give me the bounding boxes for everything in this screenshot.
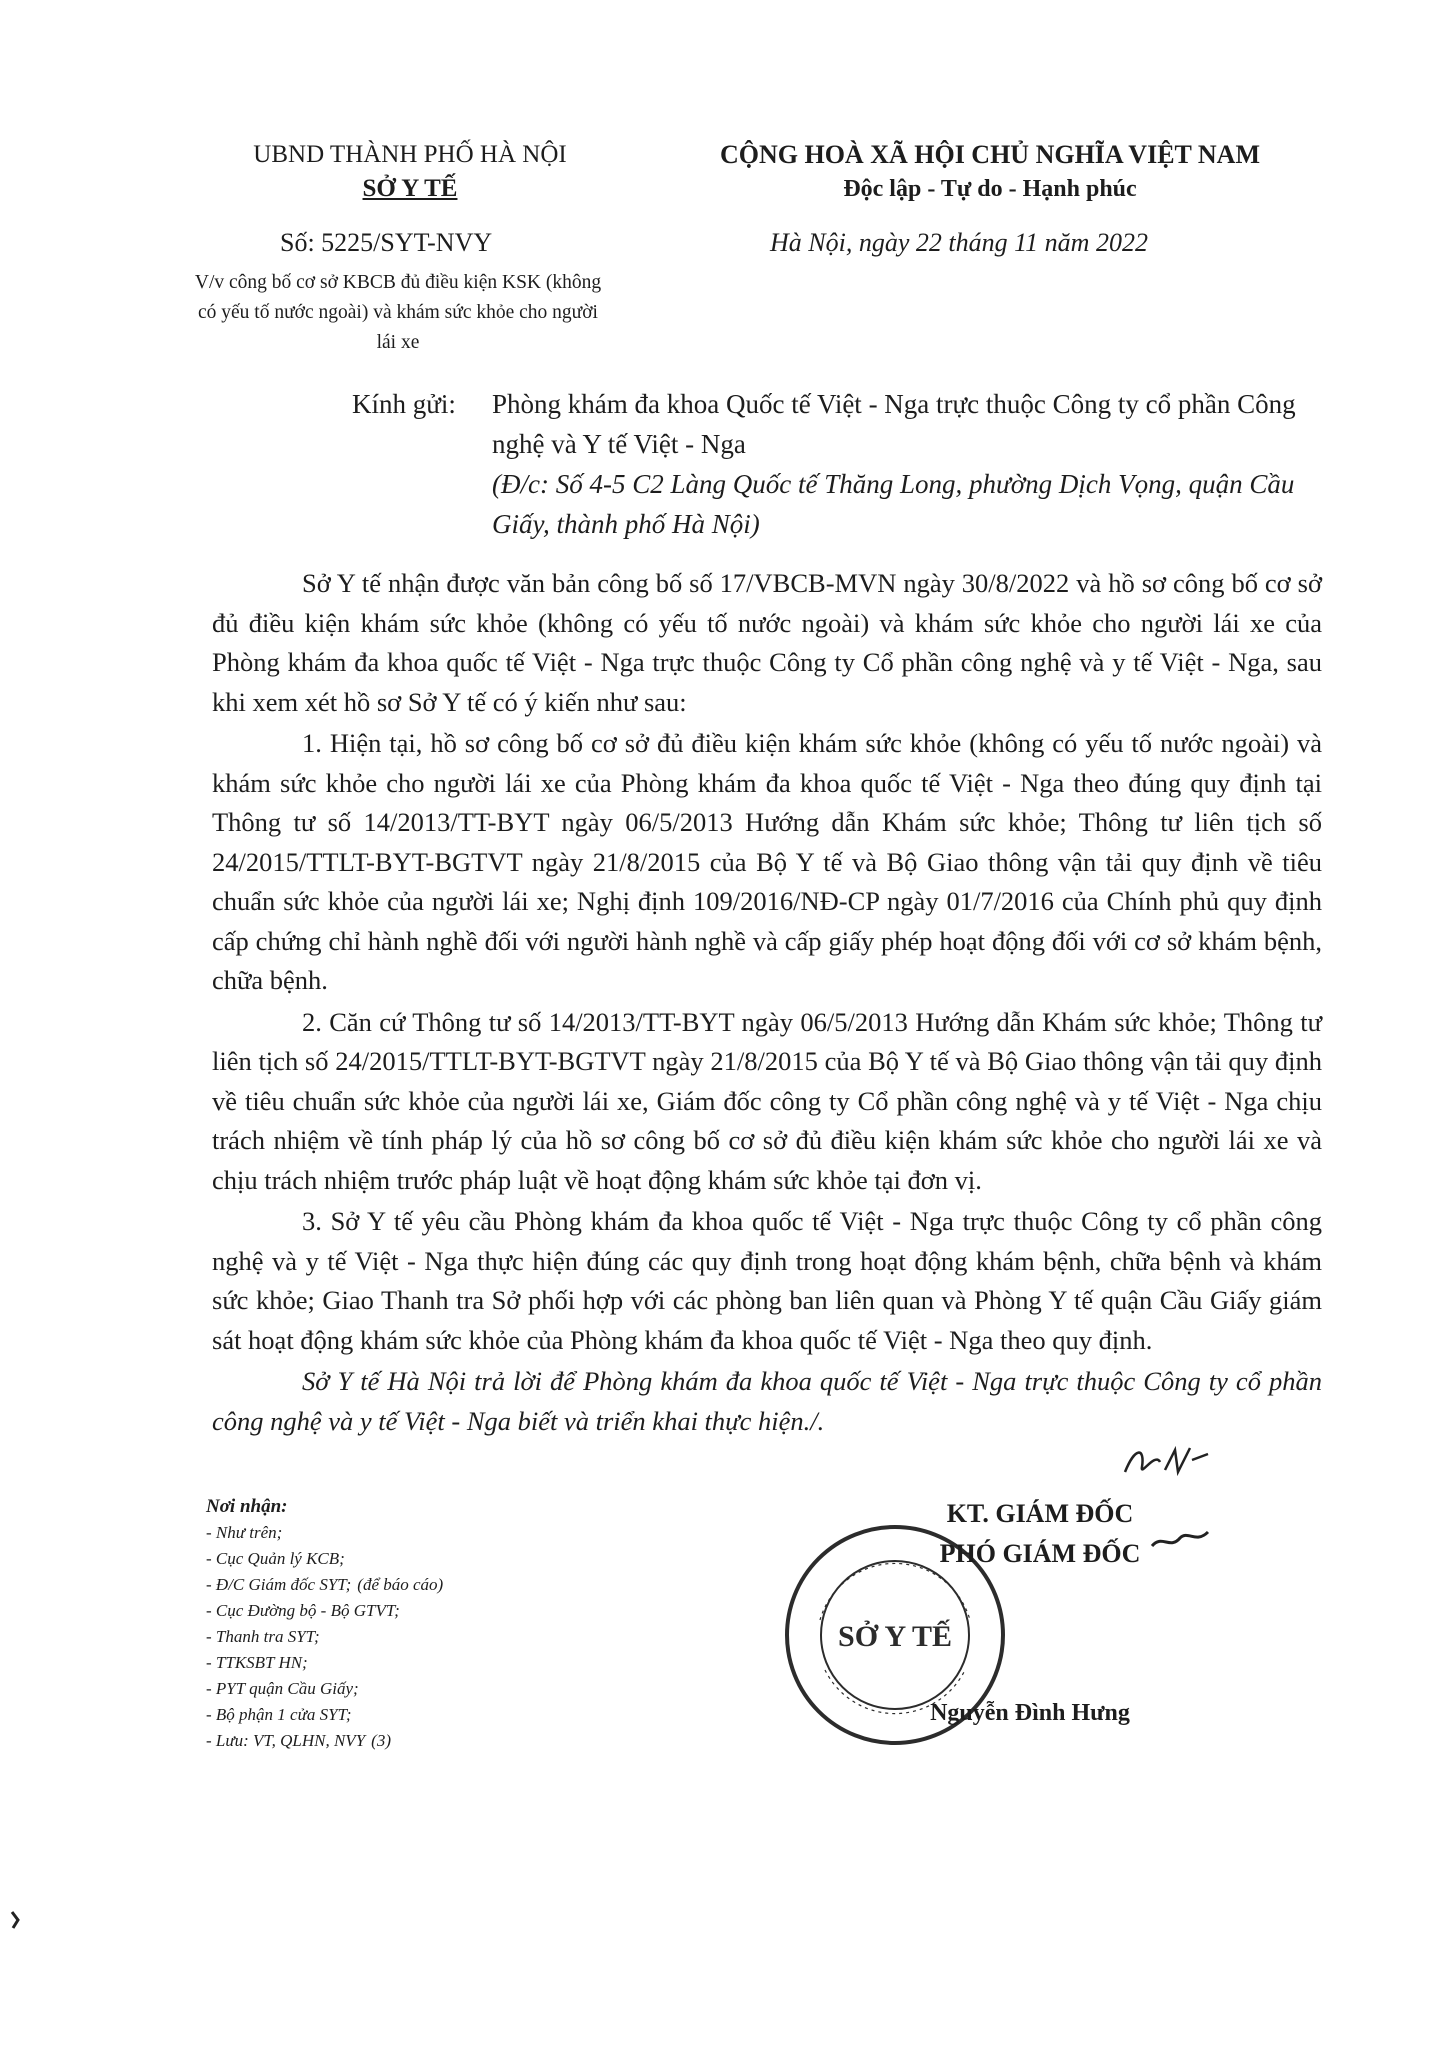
issuer-department: SỞ Y TẾ: [362, 175, 458, 202]
scan-mark-icon: [8, 1910, 22, 1930]
signature-stroke-icon: [1150, 1524, 1210, 1554]
handwritten-initials-icon: [1120, 1442, 1210, 1482]
recipient-item: - Cục Quản lý KCB;: [206, 1549, 345, 1568]
body-intro: Sở Y tế nhận được văn bản công bố số 17/VBCB-MVN ngày 30/8/2022 và hồ sơ công bố cơ sở đủ điều kiện khám sức khỏe (không có yếu tố nước ngoài) và khám sức khỏe cho người lái xe của Phòng khám đa khoa quốc tế Việt - Nga trực thuộc Công ty Cổ phần công nghệ và y tế Việt - Nga, sau khi xem xét hồ sơ Sở Y tế có ý kiến như sau:: [212, 568, 1322, 717]
signature-title-2: PHÓ GIÁM ĐỐC: [939, 1539, 1141, 1568]
recipient-address: (Đ/c: Số 4-5 C2 Làng Quốc tế Thăng Long, phường Dịch Vọng, quận Cầu Giấy, thành phố Hà Nội): [492, 469, 1295, 539]
recipient-item: - Bộ phận 1 cửa SYT;: [206, 1705, 352, 1724]
recipient-item: - Lưu: VT, QLHN, NVY (3): [206, 1731, 391, 1750]
recipient-note: (để báo cáo): [357, 1575, 444, 1594]
recipients-title: Nơi nhận:: [206, 1496, 288, 1517]
recipient-item: - Đ/C Giám đốc SYT; (để báo cáo): [206, 1575, 444, 1594]
recipient-count: (3): [371, 1731, 391, 1750]
recipient-block: [352, 384, 1332, 544]
recipient-name: Phòng khám đa khoa Quốc tế Việt - Nga trực thuộc Công ty cổ phần Công nghệ và Y tế Việt - Nga: [492, 389, 1296, 459]
issuer-authority: UBND THÀNH PHỐ HÀ NỘI: [253, 141, 567, 168]
document-date: Hà Nội, ngày 22 tháng 11 năm 2022: [770, 228, 1148, 257]
signature-title-1: KT. GIÁM ĐỐC: [946, 1499, 1134, 1528]
recipients-list: [206, 1494, 626, 1754]
recipient-item: - Cục Đường bộ - Bộ GTVT;: [206, 1601, 400, 1620]
issuer-block: [200, 138, 620, 206]
body-point-2: 2. Căn cứ Thông tư số 14/2013/TT-BYT ngày 06/5/2013 Hướng dẫn Khám sức khỏe; Thông tư liên tịch số 24/2015/TTLT-BYT-BGTVT ngày 21/8/2015 của Bộ Y tế và Bộ Giao thông vận tải quy định về tiêu chuẩn sức khỏe của người lái xe, Giám đốc công ty Cổ phần công nghệ và y tế Việt - Nga chịu trách nhiệm về tính pháp lý của hồ sơ công bố cơ sở đủ điều kiện khám sức khỏe cho người lái xe và chịu trách nhiệm trước pháp luật về hoạt động khám sức khỏe tại đơn vị.: [212, 1006, 1322, 1195]
national-motto: Độc lập - Tự do - Hạnh phúc: [843, 176, 1137, 202]
document-body: [212, 564, 1322, 1443]
recipient-label: Kính gửi:: [352, 389, 456, 419]
document-number: Số: 5225/SYT-NVY: [280, 228, 493, 257]
body-closing: Sở Y tế Hà Nội trả lời để Phòng khám đa khoa quốc tế Việt - Nga trực thuộc Công ty cổ phần công nghệ và y tế Việt - Nga biết và triển khai thực hiện./.: [212, 1366, 1322, 1436]
recipient-item: - Thanh tra SYT;: [206, 1627, 320, 1646]
body-point-3: 3. Sở Y tế yêu cầu Phòng khám đa khoa quốc tế Việt - Nga trực thuộc Công ty cổ phần công nghệ và y tế Việt - Nga thực hiện đúng các quy định trong hoạt động khám bệnh, chữa bệnh và khám sức khỏe; Giao Thanh tra Sở phối hợp với các phòng ban liên quan và Phòng Y tế quận Cầu Giấy giám sát hoạt động khám sức khỏe của Phòng khám đa khoa quốc tế Việt - Nga theo quy định.: [212, 1206, 1322, 1355]
document-subject: V/v công bố cơ sở KBCB đủ điều kiện KSK (không có yếu tố nước ngoài) và khám sức khỏe cho người lái xe: [194, 272, 602, 353]
recipient-item: - Như trên;: [206, 1523, 283, 1542]
body-point-1: 1. Hiện tại, hồ sơ công bố cơ sở đủ điều kiện khám sức khỏe (không có yếu tố nước ngoài) và khám sức khỏe cho người lái xe của Phòng khám đa khoa quốc tế Việt - Nga theo đúng quy định tại Thông tư số 14/2013/TT-BYT ngày 06/5/2013 Hướng dẫn Khám sức khỏe; Thông tư liên tịch số 24/2015/TTLT-BYT-BGTVT ngày 21/8/2015 của Bộ Y tế và Bộ Giao thông vận tải quy định về tiêu chuẩn sức khỏe của người lái xe; Nghị định 109/2016/NĐ-CP ngày 01/7/2016 của Chính phủ quy định cấp chứng chỉ hành nghề đối với người hành nghề và cấp giấy phép hoạt động đối với cơ sở khám bệnh, chữa bệnh.: [212, 728, 1322, 995]
recipient-item: - PYT quận Cầu Giấy;: [206, 1679, 359, 1698]
svg-text:SỞ Y TẾ: SỞ Y TẾ: [838, 1620, 952, 1653]
national-title: CỘNG HOÀ XÃ HỘI CHỦ NGHĨA VIỆT NAM: [719, 140, 1261, 169]
recipient-item: - TTKSBT HN;: [206, 1653, 308, 1672]
signer-name: Nguyễn Đình Hưng: [930, 1700, 1130, 1726]
national-motto-block: [660, 138, 1320, 206]
